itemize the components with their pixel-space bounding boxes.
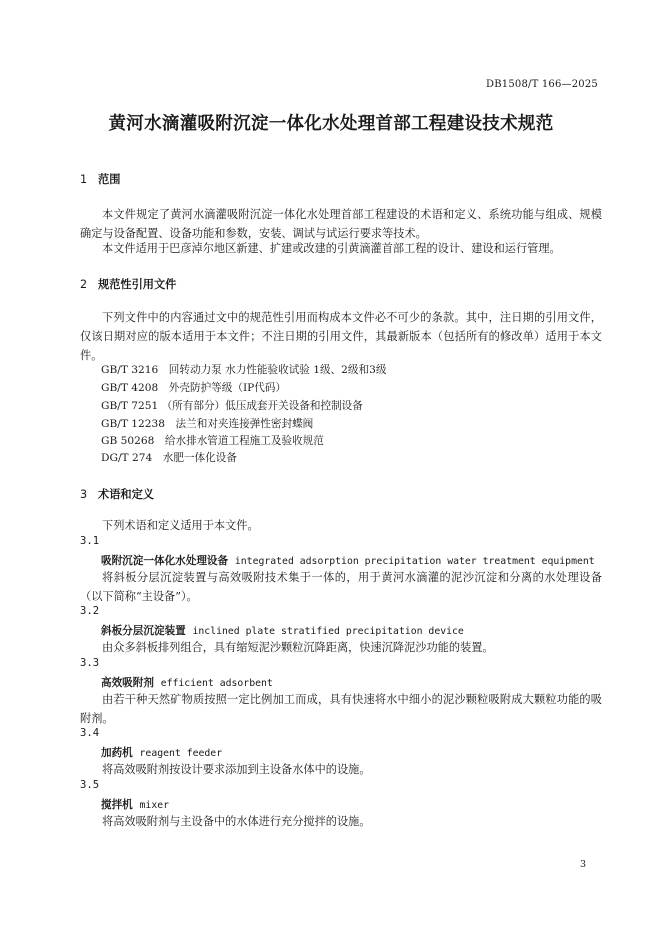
term-name — [101, 623, 464, 638]
normative-refs-intro: 下列文件中的内容通过文中的规范性引用而构成本文件必不可少的条款。其中，注日期的引用文件，仅该日期对应的版本适用于本文件；不注日期的引用文件，其最新版本（包括所有的修改单）适用于本文件。 — [80, 311, 602, 362]
section-number: 3 — [80, 488, 88, 501]
reference-item: GB/T 3216 回转动力泵 水力性能验收试验 1级、2级和3级 — [101, 364, 387, 376]
section-number: 2 — [80, 278, 88, 291]
term-name — [101, 553, 595, 568]
reference-item: GB 50268 给水排水管道工程施工及验收规范 — [101, 435, 324, 447]
scope-paragraph-1: 本文件规定了黄河水滴灌吸附沉淀一体化水处理首部工程建设的术语和定义、系统功能与组成、规模确定与设备配置、设备功能和参数，安装、调试与试运行要求等技术。 — [80, 208, 602, 240]
page-number: 3 — [579, 859, 586, 870]
term-name-cn: 吸附沉淀一体化水处理设备 — [101, 555, 229, 567]
term-name-en: inclined plate stratified precipitation device — [192, 626, 464, 637]
term-number: 3.3 — [80, 657, 100, 669]
section-title: 规范性引用文件 — [98, 278, 177, 291]
term-number: 3.1 — [80, 535, 100, 547]
term-number: 3.4 — [80, 727, 100, 739]
term-name-en: reagent feeder — [139, 748, 223, 759]
reference-item: GB/T 4208 外壳防护等级（IP代码） — [101, 382, 287, 394]
term-definition: 将高效吸附剂与主设备中的水体进行充分搅拌的设施。 — [102, 815, 371, 828]
section-1-heading — [80, 171, 120, 187]
scope-paragraph-2: 本文件适用于巴彦淖尔地区新建、扩建或改建的引黄滴灌首部工程的设计、建设和运行管理。 — [102, 242, 561, 255]
term-definition: 由众多斜板排列组合，具有缩短泥沙颗粒沉降距离，快速沉降泥沙功能的装置。 — [102, 641, 494, 654]
term-name — [101, 745, 222, 760]
reference-item: GB/T 7251 （所有部分）低压成套开关设备和控制设备 — [101, 400, 363, 412]
section-number: 1 — [80, 173, 88, 186]
term-name-en: mixer — [139, 800, 170, 811]
term-definition: 将高效吸附剂按设计要求添加到主设备水体中的设施。 — [102, 763, 371, 776]
section-2-heading — [80, 276, 176, 292]
section-title: 范围 — [98, 173, 121, 186]
term-name — [101, 797, 169, 812]
term-name-en: efficient adsorbent — [160, 678, 273, 689]
term-name-cn: 斜板分层沉淀装置 — [101, 625, 186, 637]
term-number: 3.5 — [80, 779, 100, 791]
term-definition: 由若干种天然矿物质按照一定比例加工而成，具有快速将水中细小的泥沙颗粒吸附成大颗粒功能的吸附剂。 — [80, 693, 602, 725]
terms-intro: 下列术语和定义适用于本文件。 — [102, 519, 259, 532]
term-name-en: integrated adsorption precipitation water treatment equipment — [234, 556, 595, 567]
document-code: DB1508/T 166—2025 — [486, 79, 598, 90]
term-definition: 将斜板分层沉淀装置与高效吸附技术集于一体的，用于黄河水滴灌的泥沙沉淀和分离的水处理设备（以下简称“主设备”）。 — [80, 571, 602, 603]
section-title: 术语和定义 — [98, 488, 154, 501]
term-number: 3.2 — [80, 605, 100, 617]
term-name-cn: 搅拌机 — [101, 799, 133, 811]
term-name-cn: 高效吸附剂 — [101, 677, 154, 689]
section-3-heading — [80, 486, 154, 502]
reference-item: GB/T 12238 法兰和对夹连接弹性密封蝶阀 — [101, 418, 314, 430]
term-name-cn: 加药机 — [101, 747, 133, 759]
term-name — [101, 675, 273, 690]
reference-item: DG/T 274 水肥一体化设备 — [101, 452, 237, 464]
document-title: 黄河水滴灌吸附沉淀一体化水处理首部工程建设技术规范 — [108, 114, 554, 134]
